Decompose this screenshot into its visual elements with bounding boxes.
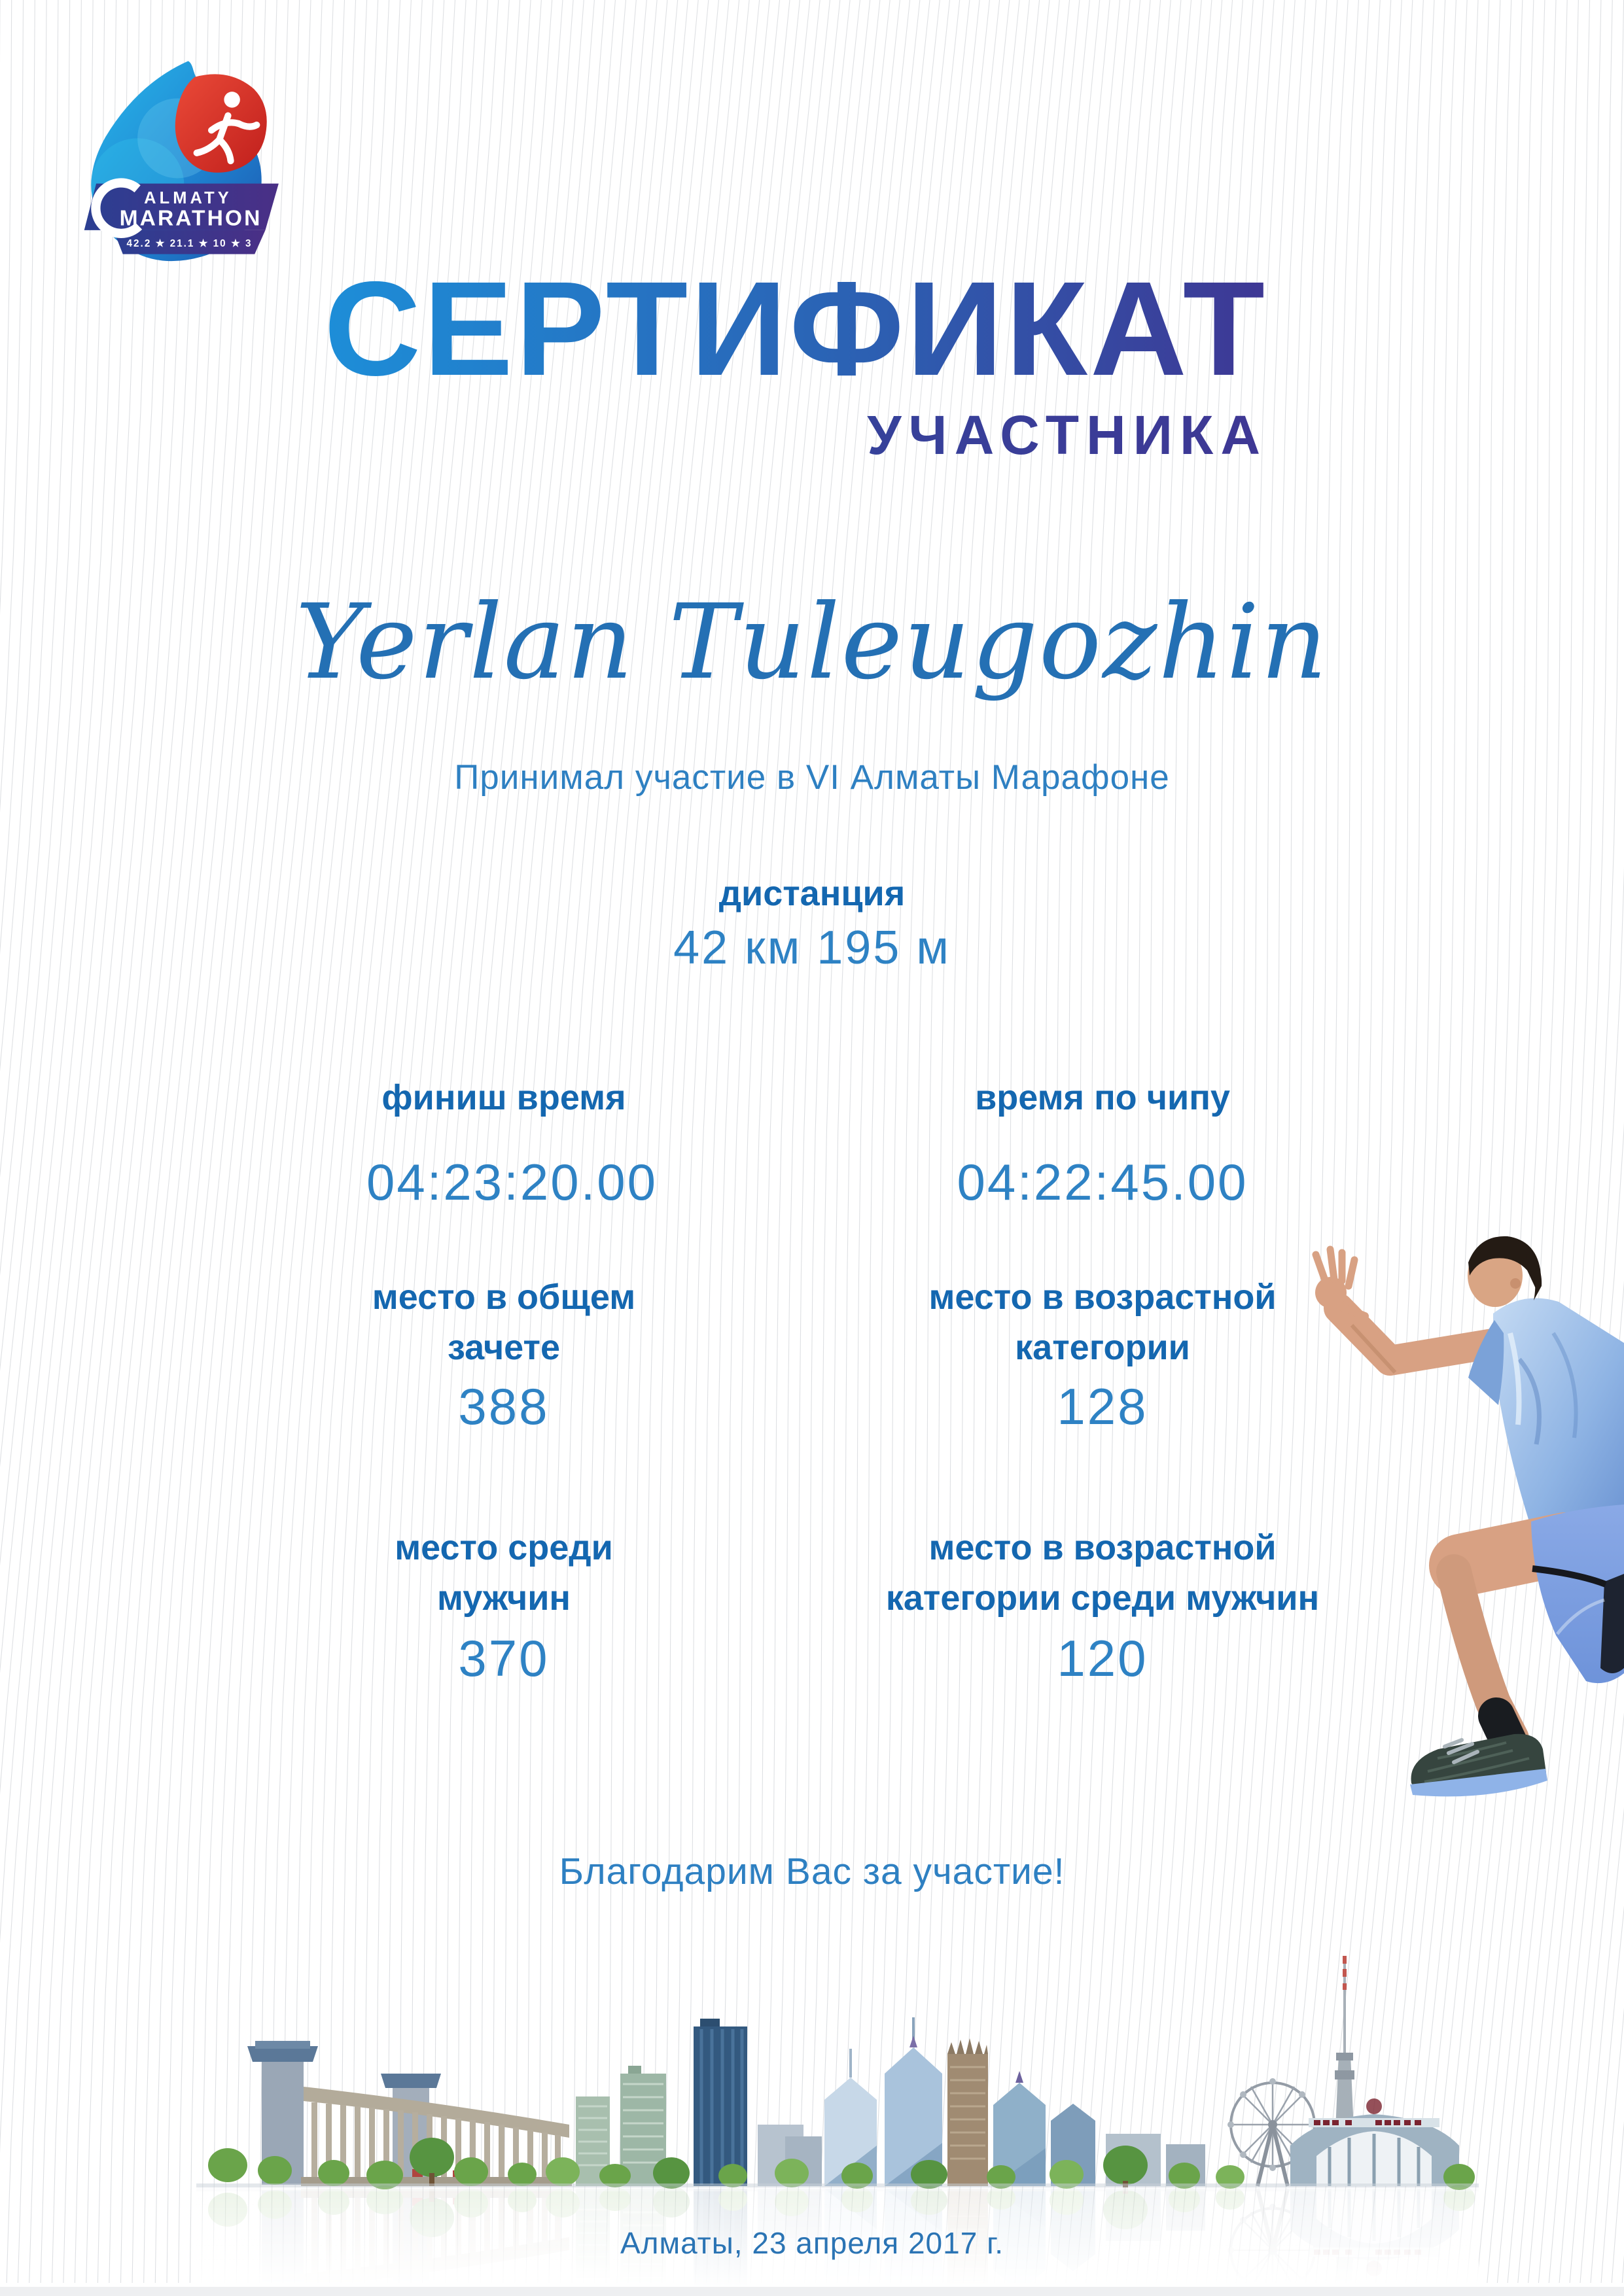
bottom-edge-strip — [0, 2287, 1624, 2296]
runner-photo — [1297, 1215, 1624, 1804]
age-category-men-place-label: место в возрастной категории среди мужчин — [885, 1528, 1320, 1618]
logo-banner — [84, 183, 279, 254]
title-block — [324, 254, 1267, 467]
glass-towers — [824, 2017, 1095, 2186]
chip-time-label: время по чипу — [975, 1078, 1230, 1117]
overall-place-value: 388 — [458, 1378, 550, 1435]
logo-wordmark-line1: ALMATY — [144, 189, 232, 208]
almaty-marathon-logo — [58, 58, 284, 266]
chip-time-value: 04:22:45.00 — [957, 1153, 1248, 1211]
distance-label: дистанция — [718, 874, 906, 913]
participation-line: Принимал участие в VI Алматы Марафоне — [454, 758, 1170, 797]
thanks-line: Благодарим Вас за участие! — [559, 1851, 1065, 1892]
navy-tower — [694, 2019, 747, 2186]
certificate-subtitle: УЧАСТНИКА — [324, 404, 1267, 467]
men-place-value: 370 — [458, 1629, 550, 1687]
finish-time-label: финиш время — [381, 1078, 626, 1117]
logo-wordmark-line2: MARATHON — [119, 206, 262, 231]
finish-time-value: 04:23:20.00 — [366, 1153, 658, 1211]
age-category-place-value: 128 — [1057, 1378, 1148, 1435]
participant-name: Yerlan Tuleugozhin — [295, 582, 1329, 703]
logo-runner-badge — [175, 74, 267, 172]
age-category-place-label: место в возрастной категории — [928, 1278, 1277, 1367]
age-category-men-place-value: 120 — [1057, 1629, 1148, 1687]
distance-value: 42 км 195 м — [673, 922, 951, 974]
stadium — [1290, 2098, 1459, 2186]
place-date: Алматы, 23 апреля 2017 г. — [620, 2226, 1004, 2260]
certificate-title: СЕРТИФИКАТ — [324, 254, 1267, 404]
logo-distances: 42.2 ★ 21.1 ★ 10 ★ 3 — [126, 238, 253, 250]
overall-place-label: место в общем зачете — [372, 1278, 636, 1367]
men-place-label: место среди мужчин — [395, 1528, 613, 1618]
